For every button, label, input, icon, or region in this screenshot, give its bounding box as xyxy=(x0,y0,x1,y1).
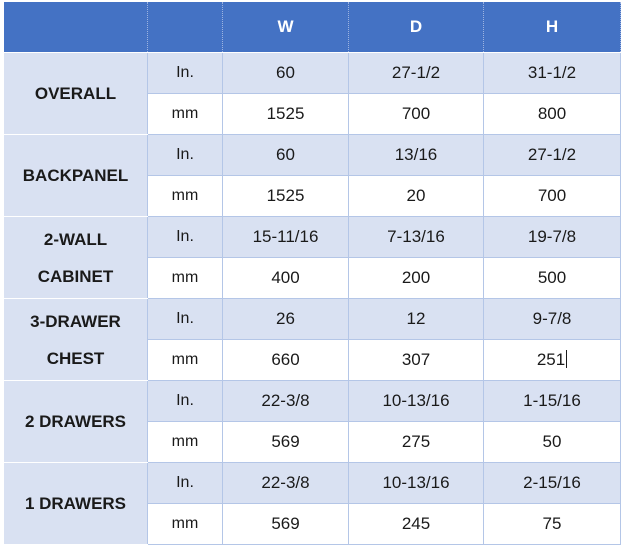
depth-value-cell[interactable] xyxy=(349,217,484,258)
depth-value-cell[interactable] xyxy=(349,340,484,381)
depth-value-cell[interactable] xyxy=(349,422,484,463)
text-cursor xyxy=(566,350,567,368)
height-value-cell[interactable] xyxy=(484,94,621,135)
cell-text: 19-7/8 xyxy=(527,227,577,246)
width-value-cell[interactable] xyxy=(223,176,349,217)
unit-cell: mm xyxy=(148,422,223,463)
cell-text: 800 xyxy=(537,104,567,123)
group-label-line: OVERALL xyxy=(34,84,117,103)
depth-value-cell[interactable] xyxy=(349,299,484,340)
height-value-cell[interactable] xyxy=(484,422,621,463)
cell-text: 307 xyxy=(401,350,431,369)
group-label-cell xyxy=(4,135,148,217)
height-value-cell[interactable] xyxy=(484,381,621,422)
depth-value-cell[interactable] xyxy=(349,53,484,94)
height-value-cell[interactable] xyxy=(484,217,621,258)
unit-cell: In. xyxy=(148,299,223,340)
cell-text: 700 xyxy=(401,104,431,123)
group-label-line: 1 DRAWERS xyxy=(24,494,127,513)
cell-text: 7-13/16 xyxy=(387,227,445,246)
group-label-line: 2 DRAWERS xyxy=(24,412,127,431)
width-value-cell[interactable] xyxy=(223,258,349,299)
table-row xyxy=(4,135,621,176)
cell-text: 1525 xyxy=(266,104,305,123)
group-label-line: 2-WALL xyxy=(43,229,108,249)
cell-text: 60 xyxy=(276,145,295,164)
cell-text: 50 xyxy=(542,432,562,451)
dimensions-table-container xyxy=(3,1,621,545)
width-value-cell[interactable] xyxy=(223,299,349,340)
cell-text: 275 xyxy=(401,432,431,451)
width-value-cell[interactable] xyxy=(223,381,349,422)
cell-text: 9-7/8 xyxy=(532,309,572,328)
cell-text: 500 xyxy=(537,268,567,287)
depth-value-cell[interactable] xyxy=(349,504,484,545)
cell-text: 400 xyxy=(271,268,300,287)
group-label-cell xyxy=(4,463,148,545)
cell-text: 12 xyxy=(406,309,426,328)
group-label-cell xyxy=(4,217,148,299)
group-label-cell xyxy=(4,299,148,381)
cell-text: 1525 xyxy=(266,186,305,205)
table-row xyxy=(4,217,621,258)
table-row xyxy=(4,53,621,94)
table-row xyxy=(4,463,621,504)
unit-cell: In. xyxy=(148,53,223,94)
height-value-cell[interactable] xyxy=(484,53,621,94)
cell-text: 15-11/16 xyxy=(252,227,319,246)
cell-text: 22-3/8 xyxy=(261,473,310,492)
cell-text: 251 xyxy=(536,350,566,369)
unit-cell: mm xyxy=(148,504,223,545)
width-value-cell[interactable] xyxy=(223,340,349,381)
header-height-cell: H xyxy=(484,2,621,53)
group-label-cell xyxy=(4,53,148,135)
cell-text: 20 xyxy=(406,186,426,205)
cell-text: 27-1/2 xyxy=(527,145,577,164)
cell-text: 2-15/16 xyxy=(523,473,581,492)
group-label-line: CHEST xyxy=(46,348,105,368)
cell-text: 1-15/16 xyxy=(523,391,581,410)
unit-cell: In. xyxy=(148,381,223,422)
depth-value-cell[interactable] xyxy=(349,463,484,504)
header-corner-cell xyxy=(4,2,148,53)
cell-text: 26 xyxy=(276,309,295,328)
group-label-cell xyxy=(4,381,148,463)
depth-value-cell[interactable] xyxy=(349,176,484,217)
header-row xyxy=(4,2,621,53)
header-unit-cell xyxy=(148,2,223,53)
group-label-line: CABINET xyxy=(37,266,114,286)
height-value-cell[interactable] xyxy=(484,504,621,545)
width-value-cell[interactable] xyxy=(223,135,349,176)
cell-text: 10-13/16 xyxy=(382,473,450,492)
unit-cell: mm xyxy=(148,94,223,135)
cell-text: 245 xyxy=(401,514,431,533)
depth-value-cell[interactable] xyxy=(349,258,484,299)
cell-text: 27-1/2 xyxy=(391,63,441,82)
cell-text: 569 xyxy=(271,514,300,533)
height-value-cell[interactable] xyxy=(484,135,621,176)
depth-value-cell[interactable] xyxy=(349,135,484,176)
table-header xyxy=(4,2,621,53)
cell-text: 10-13/16 xyxy=(382,391,450,410)
dimensions-table xyxy=(3,1,621,545)
header-depth-cell: D xyxy=(349,2,484,53)
width-value-cell[interactable] xyxy=(223,53,349,94)
cell-text: 31-1/2 xyxy=(527,63,577,82)
height-value-cell[interactable] xyxy=(484,299,621,340)
depth-value-cell[interactable] xyxy=(349,381,484,422)
unit-cell: mm xyxy=(148,258,223,299)
width-value-cell[interactable] xyxy=(223,504,349,545)
cell-text: 75 xyxy=(542,514,562,533)
height-value-cell[interactable] xyxy=(484,340,621,381)
width-value-cell[interactable] xyxy=(223,94,349,135)
width-value-cell[interactable] xyxy=(223,463,349,504)
table-row xyxy=(4,299,621,340)
height-value-cell[interactable] xyxy=(484,176,621,217)
unit-cell: In. xyxy=(148,463,223,504)
cell-text: 13/16 xyxy=(394,145,438,164)
table-body xyxy=(4,53,621,545)
cell-text: 200 xyxy=(401,268,431,287)
height-value-cell[interactable] xyxy=(484,463,621,504)
table-row xyxy=(4,381,621,422)
cell-text: 700 xyxy=(537,186,567,205)
width-value-cell[interactable] xyxy=(223,422,349,463)
depth-value-cell[interactable] xyxy=(349,94,484,135)
cell-text: 60 xyxy=(276,63,295,82)
cell-text: 22-3/8 xyxy=(261,391,310,410)
header-width-cell: W xyxy=(223,2,349,53)
unit-cell: mm xyxy=(148,176,223,217)
unit-cell: In. xyxy=(148,217,223,258)
unit-cell: In. xyxy=(148,135,223,176)
cell-text: 660 xyxy=(271,350,300,369)
cell-text: 569 xyxy=(271,432,300,451)
height-value-cell[interactable] xyxy=(484,258,621,299)
width-value-cell[interactable] xyxy=(223,217,349,258)
unit-cell: mm xyxy=(148,340,223,381)
group-label-line: BACKPANEL xyxy=(22,166,129,185)
group-label-line: 3-DRAWER xyxy=(30,311,121,331)
